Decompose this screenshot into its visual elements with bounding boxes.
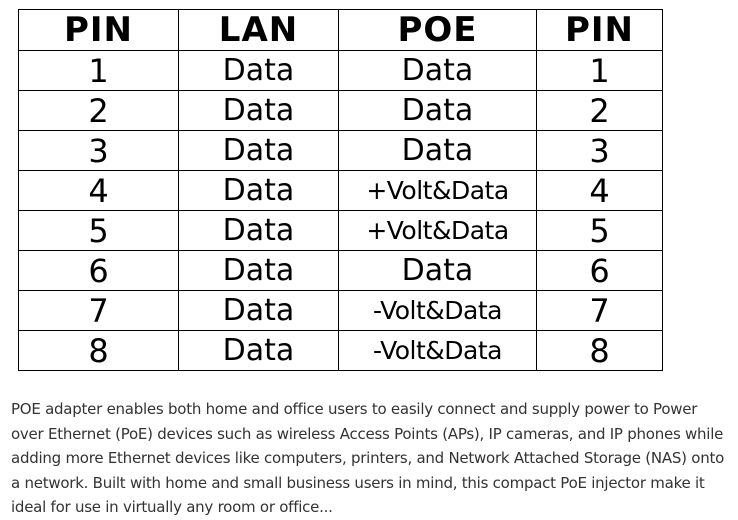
- lan-cell: Data: [179, 211, 339, 251]
- header-poe: POE: [339, 10, 537, 51]
- table-row: [19, 91, 663, 131]
- pin-cell: 1: [19, 51, 179, 91]
- pin-cell: 3: [19, 131, 179, 171]
- table-row: [19, 131, 663, 171]
- header-pin-left: PIN: [19, 10, 179, 51]
- pin-cell: 8: [537, 331, 663, 371]
- lan-cell: Data: [179, 51, 339, 91]
- table-row: [19, 171, 663, 211]
- pin-cell: 8: [19, 331, 179, 371]
- pin-cell: 6: [19, 251, 179, 291]
- pin-cell: 1: [537, 51, 663, 91]
- pin-cell: 7: [19, 291, 179, 331]
- lan-cell: Data: [179, 131, 339, 171]
- poe-cell: -Volt&Data: [339, 331, 537, 371]
- table-row: [19, 331, 663, 371]
- pin-cell: 6: [537, 251, 663, 291]
- poe-cell: Data: [339, 251, 537, 291]
- table-row: [19, 211, 663, 251]
- poe-cell: +Volt&Data: [339, 211, 537, 251]
- pin-cell: 5: [19, 211, 179, 251]
- pinout-table: [18, 9, 663, 371]
- lan-cell: Data: [179, 331, 339, 371]
- poe-cell: +Volt&Data: [339, 171, 537, 211]
- header-pin-right: PIN: [537, 10, 663, 51]
- table-row: [19, 51, 663, 91]
- table-header-row: [19, 10, 663, 51]
- pin-cell: 2: [537, 91, 663, 131]
- pin-cell: 7: [537, 291, 663, 331]
- lan-cell: Data: [179, 291, 339, 331]
- product-description: POE adapter enables both home and office users to easily connect and supply power to Power over Ethernet (PoE) devices such as wireless Access Points (APs), IP cameras, and IP phones while adding more Ethernet devices like computers, printers, and Network Attached Storage (NAS) onto a network. Built with home and small business users in mind, this compact PoE injector make it ideal for use in virtually any room or office...: [11, 400, 725, 516]
- poe-cell: Data: [339, 131, 537, 171]
- lan-cell: Data: [179, 91, 339, 131]
- lan-cell: Data: [179, 251, 339, 291]
- lan-cell: Data: [179, 171, 339, 211]
- pin-cell: 5: [537, 211, 663, 251]
- poe-cell: Data: [339, 51, 537, 91]
- pin-cell: 2: [19, 91, 179, 131]
- table-row: [19, 291, 663, 331]
- table-row: [19, 251, 663, 291]
- pin-cell: 3: [537, 131, 663, 171]
- pin-cell: 4: [537, 171, 663, 211]
- poe-cell: Data: [339, 91, 537, 131]
- header-lan: LAN: [179, 10, 339, 51]
- pin-cell: 4: [19, 171, 179, 211]
- poe-cell: -Volt&Data: [339, 291, 537, 331]
